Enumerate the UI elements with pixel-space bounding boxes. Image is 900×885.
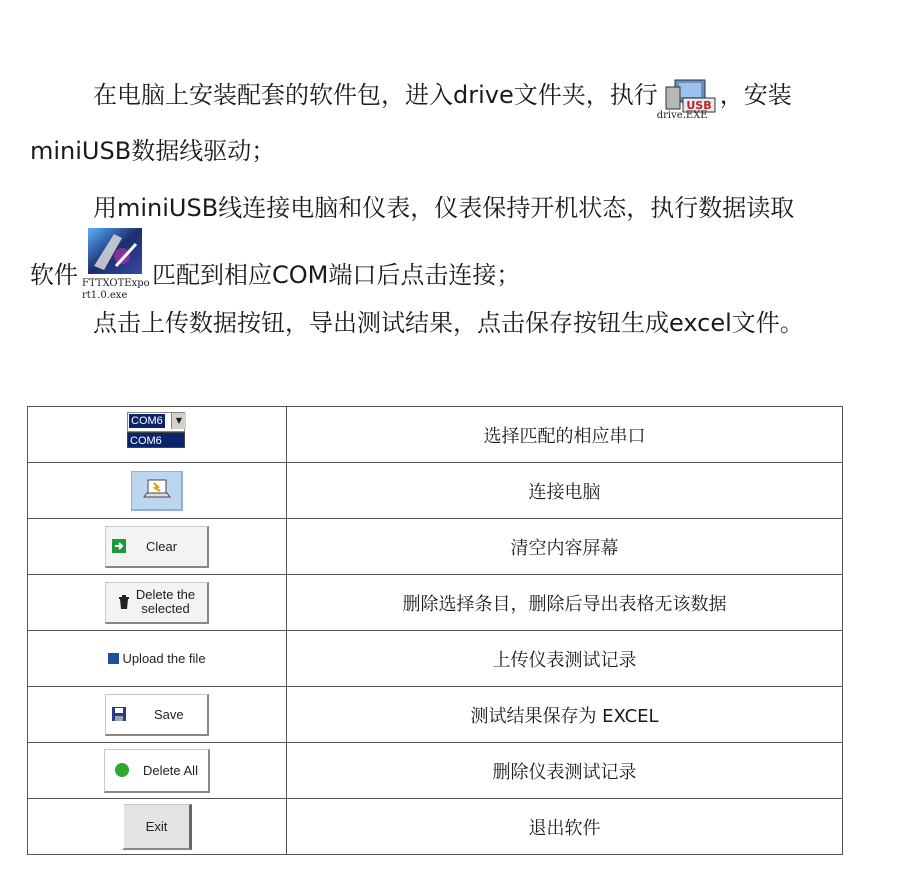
app-icon-caption-2: rt1.0.exe <box>82 290 128 301</box>
chevron-down-icon: ▼ <box>171 413 186 429</box>
table-row <box>28 519 843 575</box>
instruction-text: 点击上传数据按钮，导出测试结果，点击保存按钮生成excel文件。 <box>93 309 804 337</box>
delete-all-label: Delete All <box>143 762 198 778</box>
usb-driver-caption: drive.EXE <box>656 110 708 121</box>
control-cell <box>28 631 287 687</box>
instruction-paragraph-3 <box>93 308 804 338</box>
clear-button-label: Clear <box>146 538 178 554</box>
description-cell: 删除仪表测试记录 <box>287 743 843 799</box>
square-icon <box>108 653 119 664</box>
table-row <box>28 575 843 631</box>
delete-selected-label-line1: Delete the <box>135 587 196 602</box>
instruction-paragraph-1 <box>93 78 792 121</box>
connect-button[interactable] <box>131 471 183 511</box>
control-cell <box>28 407 287 463</box>
delete-selected-label <box>136 588 195 616</box>
description-cell: 测试结果保存为 EXCEL <box>287 687 843 743</box>
save-button[interactable] <box>105 694 209 736</box>
clear-button[interactable] <box>105 526 209 568</box>
delete-all-button[interactable] <box>104 749 210 793</box>
instruction-paragraph-2 <box>93 193 794 223</box>
description-cell: 连接电脑 <box>287 463 843 519</box>
save-button-label: Save <box>154 706 184 722</box>
green-dot-icon <box>115 763 129 777</box>
app-icon <box>82 250 150 302</box>
instruction-paragraph-1-line2 <box>30 136 275 166</box>
delete-selected-label-line2: selected <box>141 601 190 616</box>
table-row <box>28 687 843 743</box>
floppy-disk-icon <box>112 707 126 721</box>
app-icon-caption-1: FTTXOTExpo <box>82 278 150 289</box>
laptop-connect-icon <box>142 477 172 503</box>
arrow-right-icon <box>112 539 126 553</box>
instruction-text: 软件 <box>30 261 78 289</box>
delete-selected-button[interactable] <box>105 582 209 624</box>
table-row <box>28 743 843 799</box>
com-port-select[interactable] <box>127 412 187 452</box>
control-cell <box>28 463 287 519</box>
table-row <box>28 407 843 463</box>
exit-button[interactable] <box>122 804 192 850</box>
operations-table <box>27 406 843 855</box>
trash-icon <box>118 595 130 609</box>
usb-driver-icon <box>656 78 717 121</box>
com-port-value: COM6 <box>131 415 163 427</box>
description-cell: 退出软件 <box>287 799 843 855</box>
control-cell <box>28 799 287 855</box>
control-cell <box>28 743 287 799</box>
instruction-paragraph-2-line2 <box>30 250 520 302</box>
description-cell: 删除选择条目，删除后导出表格无该数据 <box>287 575 843 631</box>
instruction-text: miniUSB数据线驱动； <box>30 137 276 165</box>
instruction-text: 用miniUSB线连接电脑和仪表，仪表保持开机状态，执行数据读取 <box>93 194 795 222</box>
table-row <box>28 631 843 687</box>
control-cell <box>28 687 287 743</box>
description-cell: 上传仪表测试记录 <box>287 631 843 687</box>
description-cell: 选择匹配的相应串口 <box>287 407 843 463</box>
instruction-text: ，安装 <box>719 81 792 109</box>
com-port-option[interactable]: COM6 <box>127 432 185 448</box>
control-cell <box>28 519 287 575</box>
instruction-text: 匹配到相应COM端口后点击连接； <box>152 261 521 289</box>
svg-text:USB: USB <box>686 99 712 112</box>
exit-button-label: Exit <box>145 818 168 834</box>
description-cell: 清空内容屏幕 <box>287 519 843 575</box>
table-row <box>28 463 843 519</box>
upload-file-button[interactable] <box>102 636 212 682</box>
table-row <box>28 799 843 855</box>
upload-file-label: Upload the file <box>122 651 206 666</box>
control-cell <box>28 575 287 631</box>
instruction-text: 在电脑上安装配套的软件包，进入drive文件夹，执行 <box>93 81 658 109</box>
